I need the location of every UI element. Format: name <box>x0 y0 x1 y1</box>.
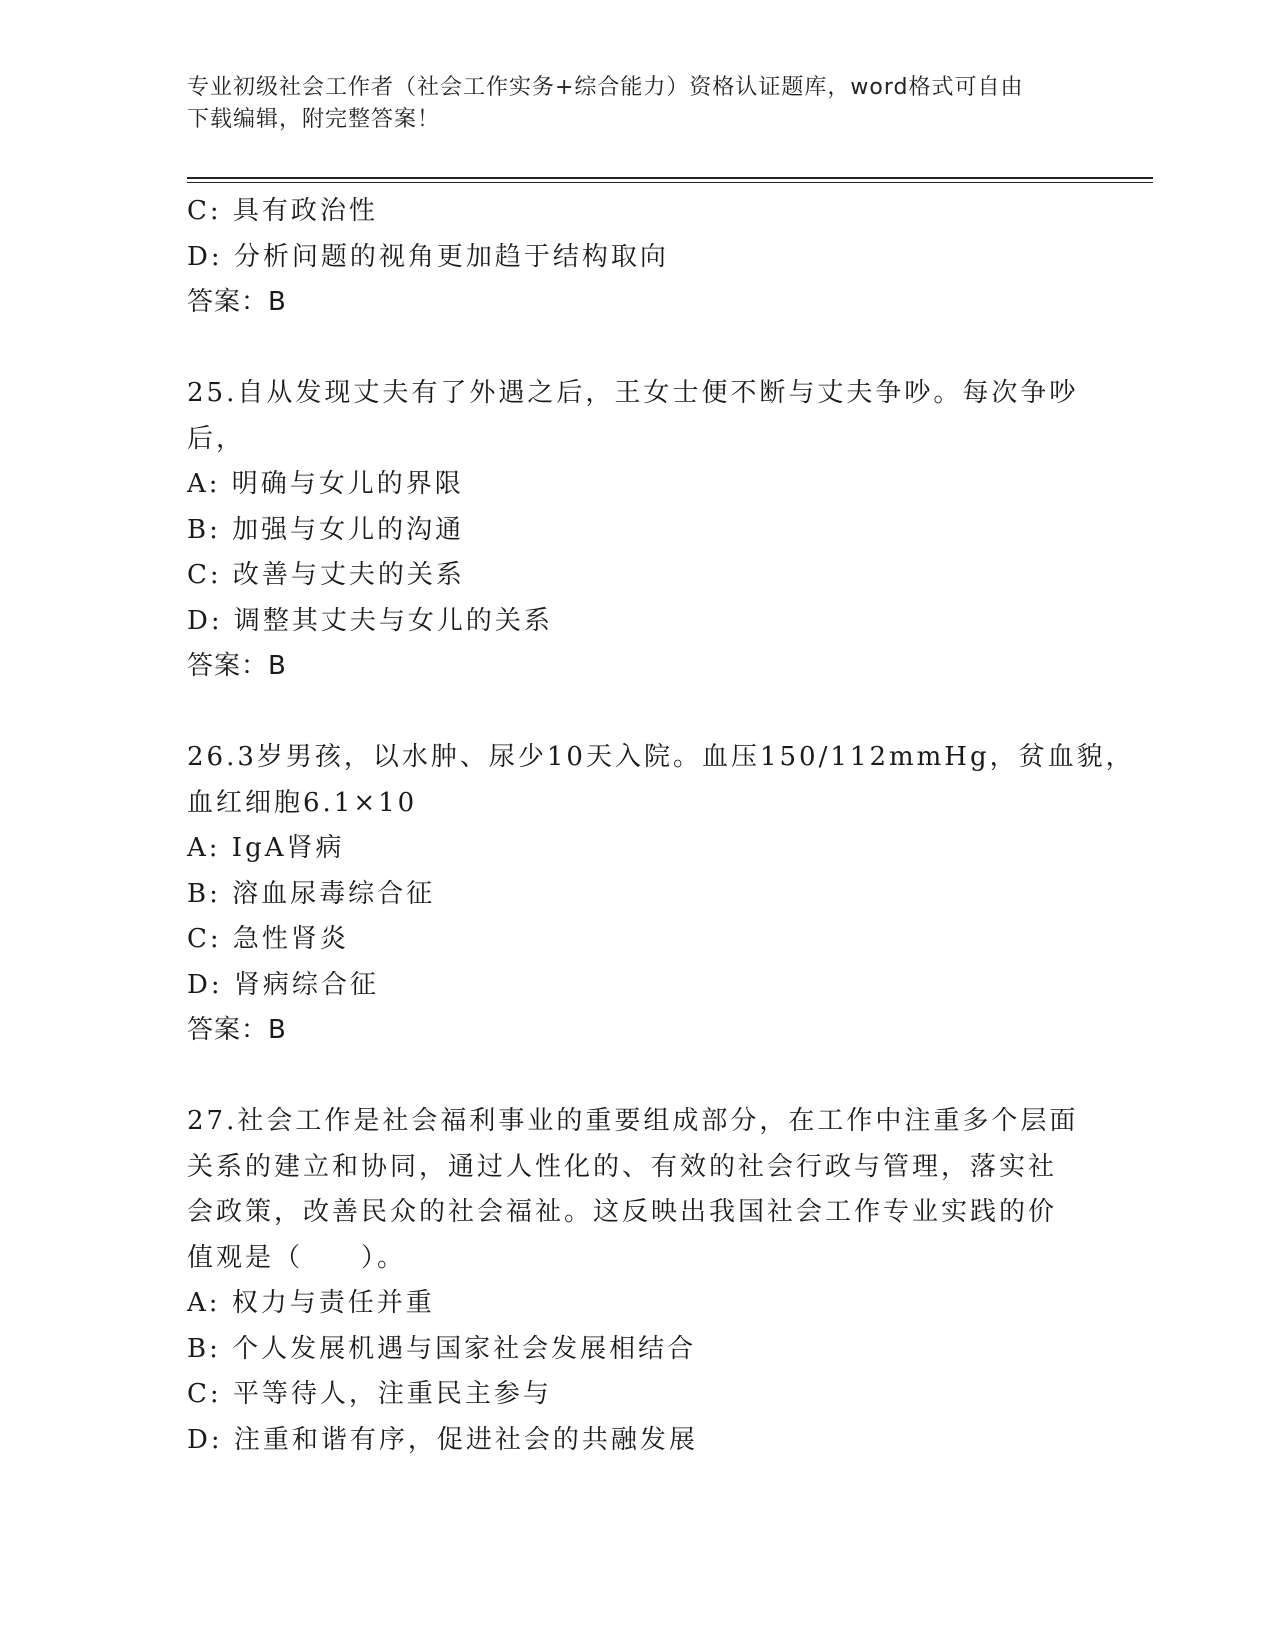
answer: 答案：B <box>187 1015 287 1045</box>
option-c: C: 具有政治性 <box>187 196 378 226</box>
option-d: D: 肾病综合征 <box>187 969 379 1000</box>
spacer <box>187 690 1087 736</box>
option-a: A: 明确与女儿的界限 <box>187 469 464 499</box>
option-a: A: 权力与责任并重 <box>187 1288 435 1318</box>
question-25 <box>187 371 1087 690</box>
option-d: D: 注重和谐有序，促进社会的共融发展 <box>187 1424 698 1455</box>
option-c: C: 急性肾炎 <box>187 924 349 954</box>
option-d: D: 分析问题的视角更加趋于结构取向 <box>187 241 669 272</box>
option-a: A: IgA肾病 <box>187 833 345 863</box>
header-line-2: 下载编辑，附完整答案！ <box>187 107 441 132</box>
question-text-line: 26.3岁男孩，以水肿、尿少10天入院。血压150/112mmHg，贫血貌， <box>187 742 1135 772</box>
header-rule-thick <box>187 177 1153 179</box>
question-text-line: 值观是（ ）。 <box>187 1242 407 1273</box>
option-d: D: 调整其丈夫与女儿的关系 <box>187 605 553 636</box>
question-text-line: 后， <box>187 423 246 454</box>
spacer <box>187 1054 1087 1100</box>
header-rule-thin <box>187 182 1153 183</box>
question-text-line: 25.自从发现丈夫有了外遇之后，王女士便不断与丈夫争吵。每次争吵 <box>187 378 1079 408</box>
option-b: B: 加强与女儿的沟通 <box>187 514 465 545</box>
option-c: C: 改善与丈夫的关系 <box>187 560 465 590</box>
option-c: C: 平等待人，注重民主参与 <box>187 1379 552 1409</box>
option-b: B: 溶血尿毒综合征 <box>187 878 436 909</box>
question-24-tail <box>187 189 1087 326</box>
option-b: B: 个人发展机遇与国家社会发展相结合 <box>187 1333 697 1364</box>
page-header <box>187 72 1087 136</box>
question-text-line: 27.社会工作是社会福利事业的重要组成部分，在工作中注重多个层面 <box>187 1106 1079 1136</box>
answer: 答案：B <box>187 287 287 317</box>
question-text-line: 血红细胞6.1×10 <box>187 787 418 818</box>
question-27 <box>187 1099 1087 1463</box>
answer: 答案：B <box>187 651 287 681</box>
spacer <box>187 326 1087 372</box>
question-text-line: 关系的建立和协同，通过人性化的、有效的社会行政与管理，落实社 <box>187 1151 1058 1182</box>
question-text-line: 会政策，改善民众的社会福祉。这反映出我国社会工作专业实践的价 <box>187 1197 1058 1227</box>
question-26 <box>187 735 1135 1054</box>
question-content <box>187 189 1135 1463</box>
header-line-1: 专业初级社会工作者（社会工作实务+综合能力）资格认证题库，word格式可自由 <box>187 75 1024 100</box>
